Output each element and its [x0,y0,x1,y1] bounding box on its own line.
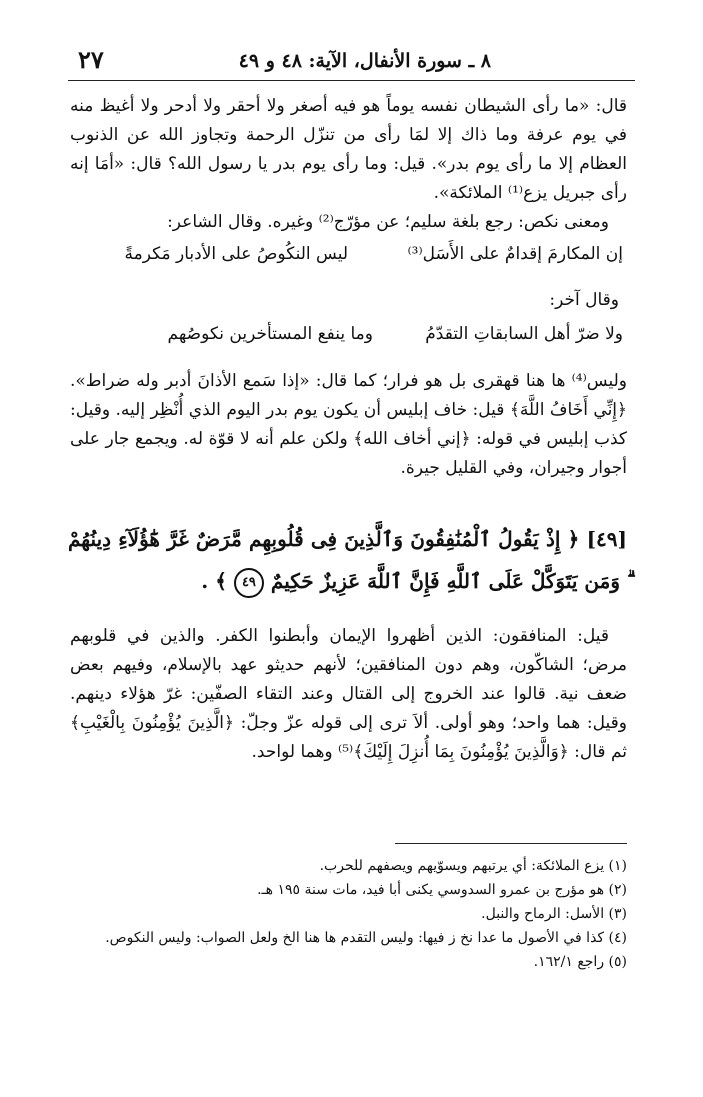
paragraph-hadith: قال: «ما رأى الشيطان نفسه يوماً هو فيه أصغر ولا أحقر ولا أدحر ولا أغيظ منه في يوم عرفة وما ذاك إلا لمَا رأى من تنزّل الرحمة وتجاوز الله عن الذنوب العظام إلا ما رأى يوم بدر». قيل: وما رأى يوم بدر يا رسول الله؟ قال: «أمَا إنه رأى جبريل يزع⁽¹⁾ الملائكة». [70,96,627,203]
page-number: ٢٧ [78,45,104,74]
footnote-divider [395,843,627,844]
quran-verse-49 [68,518,627,602]
header-divider [68,80,635,81]
footnote-3: (٣) الأسل: الرماح والنبل. [481,906,627,922]
footnote-1: (١) يزع الملائكة: أي يرتبهم ويسوّيهم ويصفهم للحرب. [319,858,627,874]
verse-closing-bracket: ﴾ . [201,569,227,593]
footnotes [60,854,627,974]
paragraph-nakas-meaning: ومعنى نكص: رجع بلغة سليم؛ عن مؤرّج⁽²⁾ وغيره. وقال الشاعر: [167,212,609,232]
footnote-4: (٤) كذا في الأصول ما عدا نخ ز فيها: وليس التقدم ها هنا الخ ولعل الصواب: وليس النكوص. [105,930,627,946]
verse-end-marker: ٤٩ [234,568,264,598]
verse-1-second-hemistich: إن المكارمَ إقدامٌ على الأَسَل⁽³⁾ [407,244,623,264]
running-title: ٨ ـ سورة الأنفال، الآية: ٤٨ و ٤٩ [238,50,491,72]
footnote-2: (٢) هو مؤرج بن عمرو السدوسي يكنى أبا فيد، مات سنة ١٩٥ هـ. [257,882,627,898]
verse-text: ﴿ إِذْ يَقُولُ ٱلْمُنَٰفِقُونَ وَٱلَّذِينَ فِى قُلُوبِهِم مَّرَضٌ غَرَّ هَٰٓؤُلَآءِ دِينُهُمْ ۗ وَمَن يَتَوَكَّلْ عَلَى ٱللَّهِ فَإِنَّ ٱللَّهَ عَزِيزٌ حَكِيمٌ [68,527,627,593]
main-text-part-1 [70,92,627,237]
footnote-5: (٥) راجع ١٦٢/١. [533,954,627,970]
verse-2-second-hemistich: ولا ضرّ أهل السابقاتِ التقدّمُ [425,324,623,344]
paragraph-retreat: وليس⁽⁴⁾ ها هنا قهقرى بل هو فرار؛ كما قال: «إذا سَمع الأذانَ أدبر وله ضراط». ﴿إِنِّي أَخَافُ اللَّهَ﴾ قيل: خاف إبليس أن يكون يوم بدر اليوم الذي أُنْظِر إليه. وقيل: كذب إبليس في قوله: ﴿إني أخاف الله﴾ ولكن علم أنه لا قوّة له. ويجمع جار على أجوار وجيران، وفي القليل جيرة. [70,371,627,478]
verse-1-first-hemistich: ليس النكُوصُ على الأدبار مَكرمةً [124,244,348,264]
other-poet-intro: وقال آخر: [549,290,619,310]
verse-number: [٤٩] [586,527,627,551]
verse-2-first-hemistich: وما ينفع المستأخرين نكوصُهم [167,324,373,344]
paragraph-hypocrites: قيل: المنافقون: الذين أظهروا الإيمان وأبطنوا الكفر. والذين في قلوبهم مرض؛ الشاكّون، وهم دون المنافقين؛ لأنهم حديثو عهد بالإسلام، وفيهم بعض ضعف نية. قالوا عند الخروج إلى القتال وعند التقاء الصفّين: غرّ هؤلاء دينهم. وقيل: هما واحد؛ وهو أولى. ألاَ ترى إلى قوله عزّ وجلّ: ﴿الَّذِينَ يُؤْمِنُونَ بِالْغَيْبِ﴾ ثم قال: ﴿وَالَّذِينَ يُؤْمِنُونَ بِمَا أُنزِلَ إِلَيْكَ﴾⁽⁵⁾ وهما لواحد. [70,626,627,762]
page-header [70,44,633,78]
main-text-part-2 [70,367,627,483]
commentary-block [70,622,627,767]
